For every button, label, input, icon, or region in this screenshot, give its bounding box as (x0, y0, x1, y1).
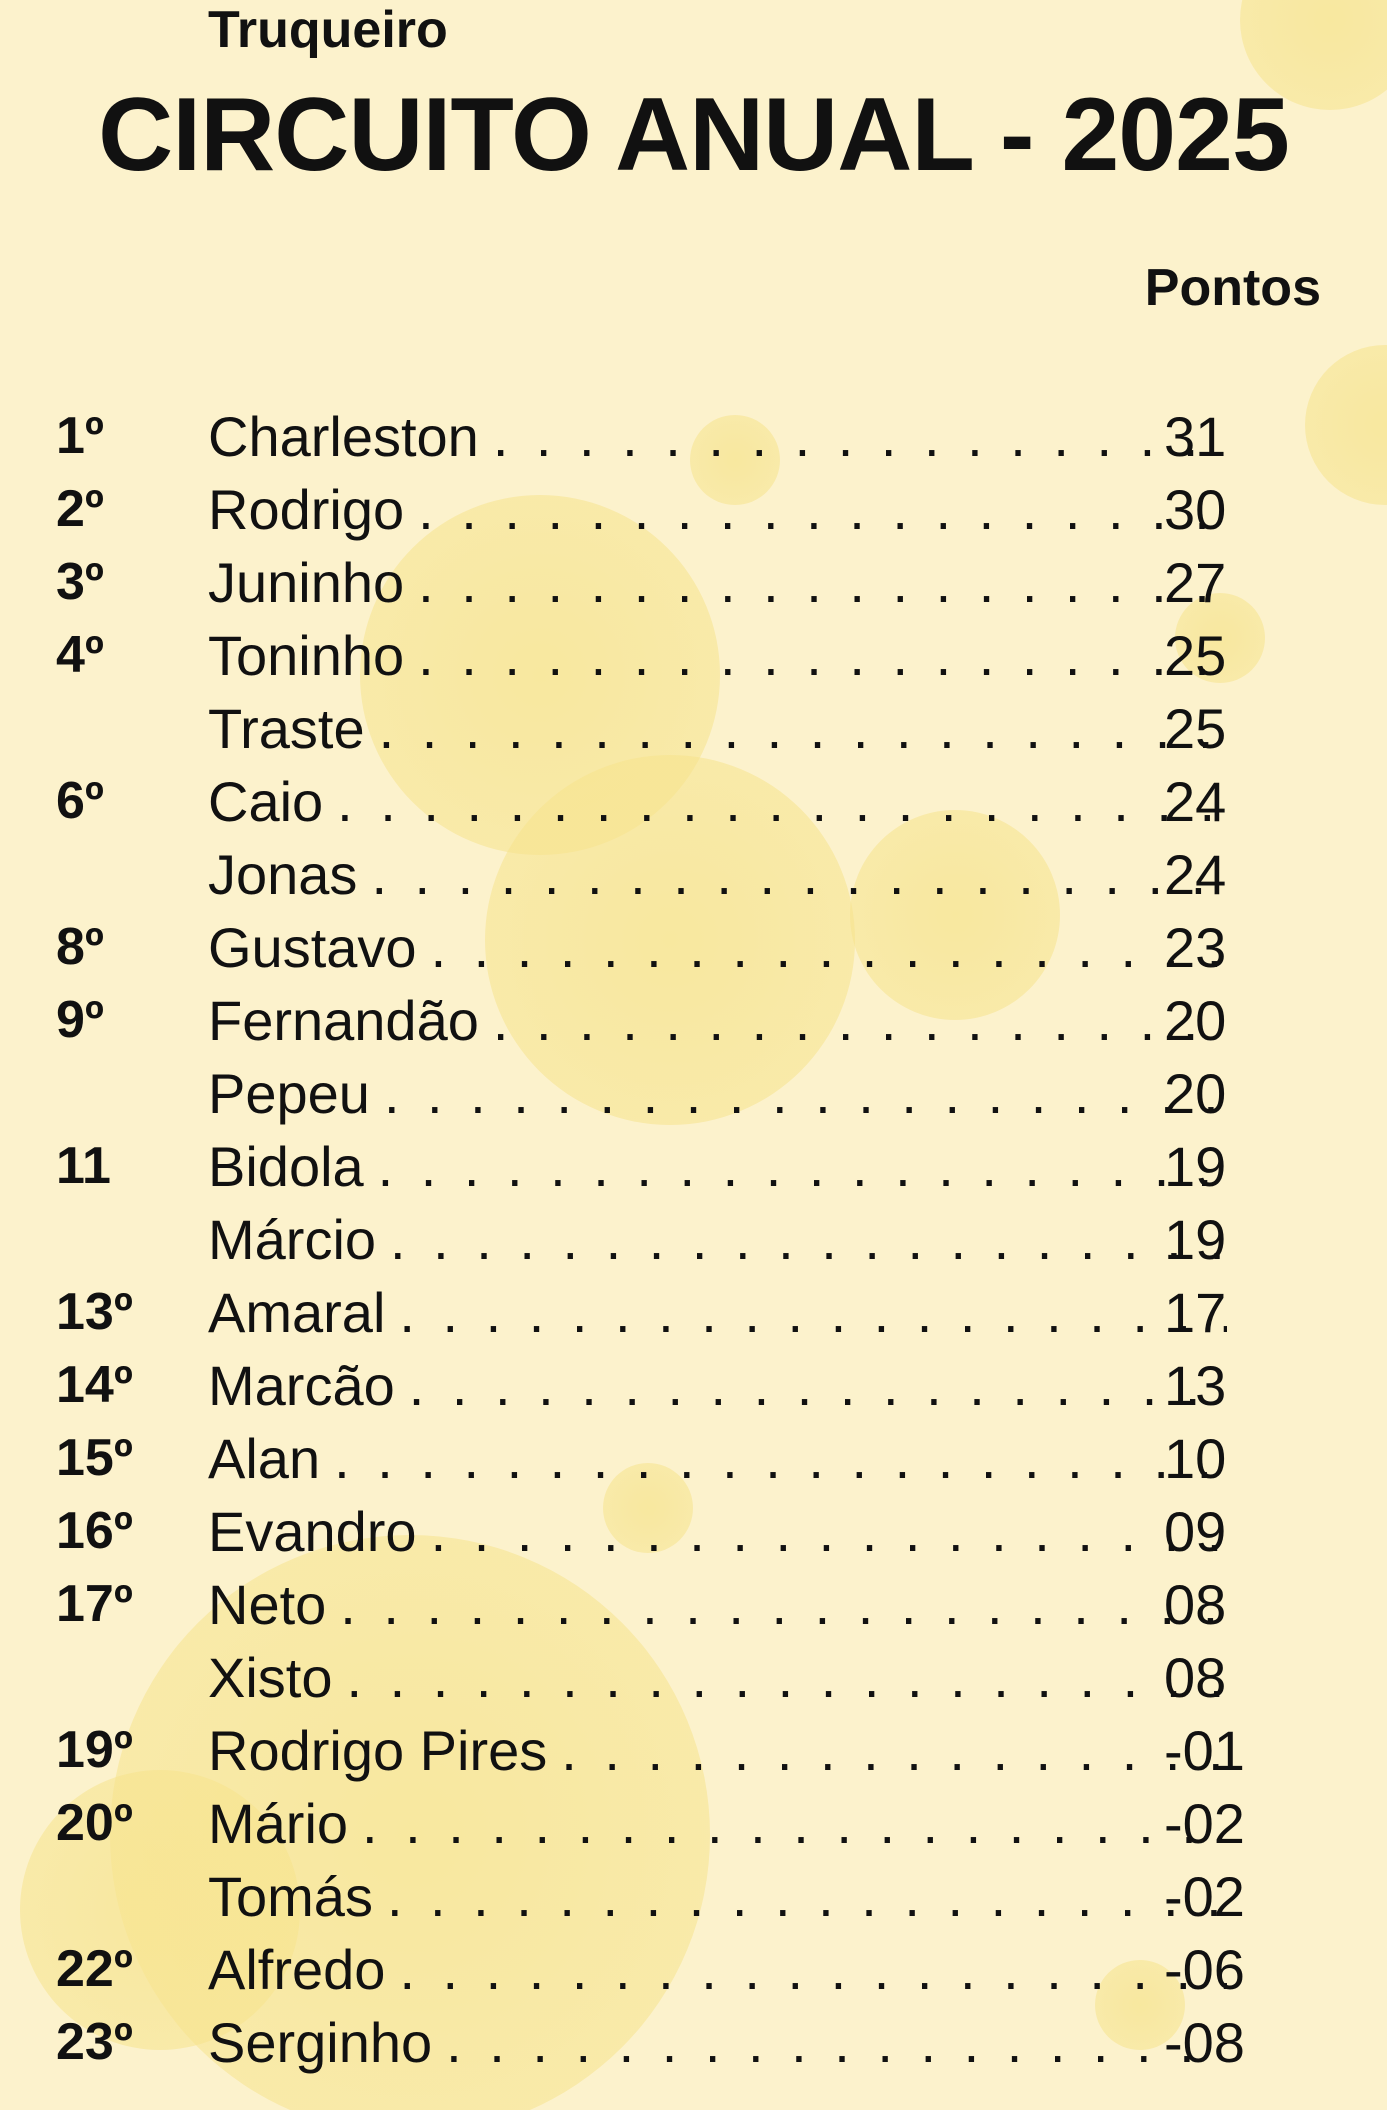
dot-leader (347, 1641, 1228, 1714)
dot-leader (337, 765, 1227, 838)
player-name: Serginho (208, 2011, 433, 2074)
ranking-row (0, 1568, 1387, 1641)
ranking-row (0, 1349, 1387, 1422)
ranking-row (0, 911, 1387, 984)
ranking-row (0, 1933, 1387, 2006)
dot-leader (379, 692, 1227, 765)
player-points: 20 (1164, 1062, 1227, 1125)
player-name-cell (208, 1933, 1227, 2006)
dot-leader (362, 1787, 1227, 1860)
dot-leader (493, 984, 1227, 1057)
player-points: 19 (1164, 1135, 1227, 1198)
dot-leader (334, 1422, 1227, 1495)
player-name-cell (208, 1276, 1227, 1349)
player-name: Amaral (208, 1281, 386, 1344)
dot-leader (431, 1495, 1227, 1568)
player-name-cell (208, 2006, 1227, 2079)
rank-label: 11 (56, 1137, 111, 1195)
player-name: Jonas (208, 843, 358, 906)
player-name-cell (208, 1860, 1227, 1933)
player-name-cell (208, 1057, 1227, 1130)
ranking-row (0, 619, 1387, 692)
player-name-cell (208, 911, 1227, 984)
ranking-row (0, 984, 1387, 1057)
player-points: 25 (1164, 624, 1227, 687)
ranking-row (0, 1495, 1387, 1568)
ranking-row (0, 838, 1387, 911)
player-points: 23 (1164, 916, 1227, 979)
player-name-cell (208, 1349, 1227, 1422)
dot-leader (409, 1349, 1227, 1422)
player-points: 08 (1164, 1646, 1227, 1709)
player-points: 31 (1164, 405, 1227, 468)
ranking-row (0, 473, 1387, 546)
rank-label: 17º (56, 1575, 133, 1633)
dot-leader (340, 1568, 1227, 1641)
player-name: Caio (208, 770, 324, 833)
player-name: Juninho (208, 551, 405, 614)
rank-label: 19º (56, 1721, 133, 1779)
player-points: 20 (1164, 989, 1227, 1052)
player-points: -02 (1164, 1865, 1245, 1928)
ranking-row (0, 1860, 1387, 1933)
player-name: Fernandão (208, 989, 479, 1052)
dot-leader (371, 838, 1227, 911)
ranking-row (0, 1057, 1387, 1130)
player-points: 08 (1164, 1573, 1227, 1636)
rank-label: 3º (56, 553, 104, 611)
player-points: 27 (1164, 551, 1227, 614)
player-name: Rodrigo Pires (208, 1719, 548, 1782)
ranking-row (0, 400, 1387, 473)
dot-leader (561, 1714, 1227, 1787)
rank-label: 1º (56, 407, 104, 465)
player-name: Marcão (208, 1354, 395, 1417)
dot-leader (390, 1203, 1227, 1276)
player-name-cell (208, 1203, 1227, 1276)
player-points: -01 (1164, 1719, 1245, 1782)
ranking-row (0, 546, 1387, 619)
player-name-cell (208, 473, 1227, 546)
dot-leader (418, 619, 1227, 692)
dot-leader (399, 1933, 1227, 2006)
player-points: 09 (1164, 1500, 1227, 1563)
player-points: -08 (1164, 2011, 1245, 2074)
player-name-cell (208, 765, 1227, 838)
player-points: 19 (1164, 1208, 1227, 1271)
player-name-cell (208, 1568, 1227, 1641)
rank-label: 2º (56, 480, 104, 538)
ranking-row (0, 1130, 1387, 1203)
player-name: Traste (208, 697, 365, 760)
player-name-cell (208, 619, 1227, 692)
ranking-row (0, 1203, 1387, 1276)
player-name: Toninho (208, 624, 405, 687)
player-name: Bidola (208, 1135, 364, 1198)
player-name-cell (208, 692, 1227, 765)
rank-label: 20º (56, 1794, 133, 1852)
rank-label: 22º (56, 1940, 133, 1998)
player-name: Tomás (208, 1865, 373, 1928)
dot-leader (418, 546, 1227, 619)
player-name: Gustavo (208, 916, 417, 979)
player-name-cell (208, 1130, 1227, 1203)
player-name: Xisto (208, 1646, 333, 1709)
player-name-cell (208, 1422, 1227, 1495)
dot-leader (493, 400, 1227, 473)
ranking-row (0, 2006, 1387, 2079)
player-points: -06 (1164, 1938, 1245, 2001)
player-name-cell (208, 838, 1227, 911)
player-points: 10 (1164, 1427, 1227, 1490)
player-name-cell (208, 1714, 1227, 1787)
player-points: 30 (1164, 478, 1227, 541)
rank-label: 16º (56, 1502, 133, 1560)
player-points: 24 (1164, 843, 1227, 906)
rank-label: 15º (56, 1429, 133, 1487)
rank-label: 6º (56, 772, 104, 830)
rank-label: 23º (56, 2013, 133, 2071)
player-name: Alan (208, 1427, 321, 1490)
player-points: 24 (1164, 770, 1227, 833)
player-points: 17 (1164, 1281, 1227, 1344)
player-name: Márcio (208, 1208, 377, 1271)
rank-label: 8º (56, 918, 104, 976)
ranking-list (0, 400, 1387, 2079)
player-points: -02 (1164, 1792, 1245, 1855)
rank-label: 4º (56, 626, 104, 684)
ranking-row (0, 692, 1387, 765)
rank-label: 13º (56, 1283, 133, 1341)
player-name-cell (208, 1787, 1227, 1860)
ranking-row (0, 1787, 1387, 1860)
rank-label: 9º (56, 991, 104, 1049)
dot-leader (399, 1276, 1227, 1349)
dot-leader (446, 2006, 1227, 2079)
ranking-row (0, 1276, 1387, 1349)
ranking-row (0, 1641, 1387, 1714)
dot-leader (384, 1057, 1227, 1130)
ranking-row (0, 1714, 1387, 1787)
player-name: Evandro (208, 1500, 417, 1563)
ranking-row (0, 765, 1387, 838)
dot-leader (378, 1130, 1227, 1203)
rank-label: 14º (56, 1356, 133, 1414)
player-name: Alfredo (208, 1938, 386, 2001)
player-name: Mário (208, 1792, 349, 1855)
column-header-points: Pontos (1144, 259, 1321, 317)
player-name-cell (208, 400, 1227, 473)
player-name: Pepeu (208, 1062, 370, 1125)
dot-leader (387, 1860, 1227, 1933)
player-name-cell (208, 546, 1227, 619)
dot-leader (431, 911, 1227, 984)
player-name-cell (208, 1495, 1227, 1568)
player-name-cell (208, 1641, 1227, 1714)
dot-leader (418, 473, 1227, 546)
column-header-name: Truqueiro (208, 1, 448, 59)
player-name-cell (208, 984, 1227, 1057)
player-name: Charleston (208, 405, 479, 468)
page-title: CIRCUITO ANUAL - 2025 (98, 77, 1289, 193)
ranking-row (0, 1422, 1387, 1495)
player-points: 13 (1164, 1354, 1227, 1417)
player-points: 25 (1164, 697, 1227, 760)
player-name: Neto (208, 1573, 327, 1636)
player-name: Rodrigo (208, 478, 405, 541)
